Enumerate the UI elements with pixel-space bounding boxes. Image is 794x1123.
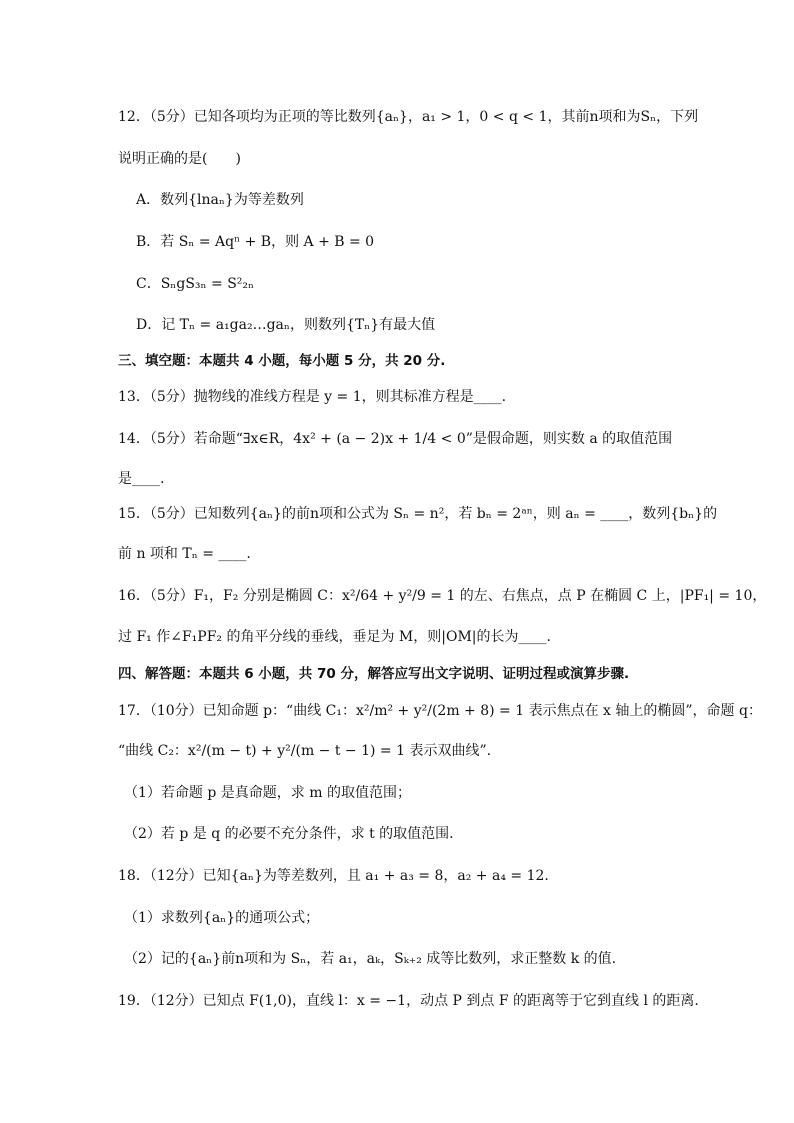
section-3-heading: 三、填空题：本题共 4 小题，每小题 5 分，共 20 分. bbox=[118, 353, 446, 369]
question-12-option-c: C．SₙgS₃ₙ = S²₂ₙ bbox=[136, 276, 255, 292]
section-4-heading: 四、解答题：本题共 6 小题，共 70 分，解答应写出文字说明、证明过程或演算步骤. bbox=[118, 666, 630, 682]
question-18-stem: 18．（12分）已知{aₙ}为等差数列，且 a₁ + a₃ = 8，a₂ + a₄ = 12. bbox=[118, 868, 549, 884]
question-17-part-1: （1）若命题 p 是真命题，求 m 的取值范围； bbox=[124, 785, 411, 801]
question-15-stem-cont: 前 n 项和 Tₙ = ____. bbox=[118, 546, 251, 562]
question-12-option-b: B．若 Sₙ = Aqⁿ + B，则 A + B = 0 bbox=[136, 234, 375, 250]
question-17-stem: 17．（10分）已知命题 p：“曲线 C₁：x²/m² + y²/(2m + 8) = 1 表示焦点在 x 轴上的椭圆”，命题 q： bbox=[118, 703, 762, 719]
question-18-part-2: （2）记的{aₙ}前n项和为 Sₙ，若 a₁，aₖ，Sₖ₊₂ 成等比数列，求正整数 k 的值. bbox=[124, 951, 617, 967]
question-16-stem: 16．（5分）F₁，F₂ 分别是椭圆 C：x²/64 + y²/9 = 1 的左、右焦点，点 P 在椭圆 C 上，|PF₁| = 10， bbox=[118, 588, 767, 604]
question-12-option-a: A．数列{lnaₙ}为等差数列 bbox=[136, 192, 304, 208]
question-12-option-d: D．记 Tₙ = a₁ga₂…gaₙ，则数列{Tₙ}有最大值 bbox=[136, 317, 436, 333]
question-12-stem-cont: 说明正确的是( ) bbox=[118, 151, 241, 167]
question-14-stem: 14．（5分）若命题“∃x∈R，4x² + (a − 2)x + 1/4 < 0”是假命题，则实数 a 的取值范围 bbox=[118, 431, 673, 447]
question-13: 13．（5分）抛物线的准线方程是 y = 1，则其标准方程是____. bbox=[118, 389, 507, 405]
question-14-stem-cont: 是____. bbox=[118, 471, 165, 487]
question-12-stem: 12．（5分）已知各项均为正项的等比数列{aₙ}，a₁ > 1，0 < q < 1，其前n项和为Sₙ，下列 bbox=[118, 109, 699, 125]
question-15-stem: 15．（5分）已知数列{aₙ}的前n项和公式为 Sₙ = n²，若 bₙ = 2ᵃⁿ，则 aₙ = ____，数列{bₙ}的 bbox=[118, 506, 718, 522]
question-17-stem-cont: “曲线 C₂：x²/(m − t) + y²/(m − t − 1) = 1 表示双曲线”. bbox=[118, 743, 492, 759]
question-19-stem: 19．（12分）已知点 F(1,0)，直线 l：x = −1，动点 P 到点 F 的距离等于它到直线 l 的距离. bbox=[118, 993, 699, 1009]
question-18-part-1: （1）求数列{aₙ}的通项公式； bbox=[124, 910, 320, 926]
question-16-stem-cont: 过 F₁ 作∠F₁PF₂ 的角平分线的垂线，垂足为 M，则|OM|的长为____. bbox=[118, 629, 551, 645]
question-17-part-2: （2）若 p 是 q 的必要不充分条件，求 t 的取值范围. bbox=[124, 826, 454, 842]
